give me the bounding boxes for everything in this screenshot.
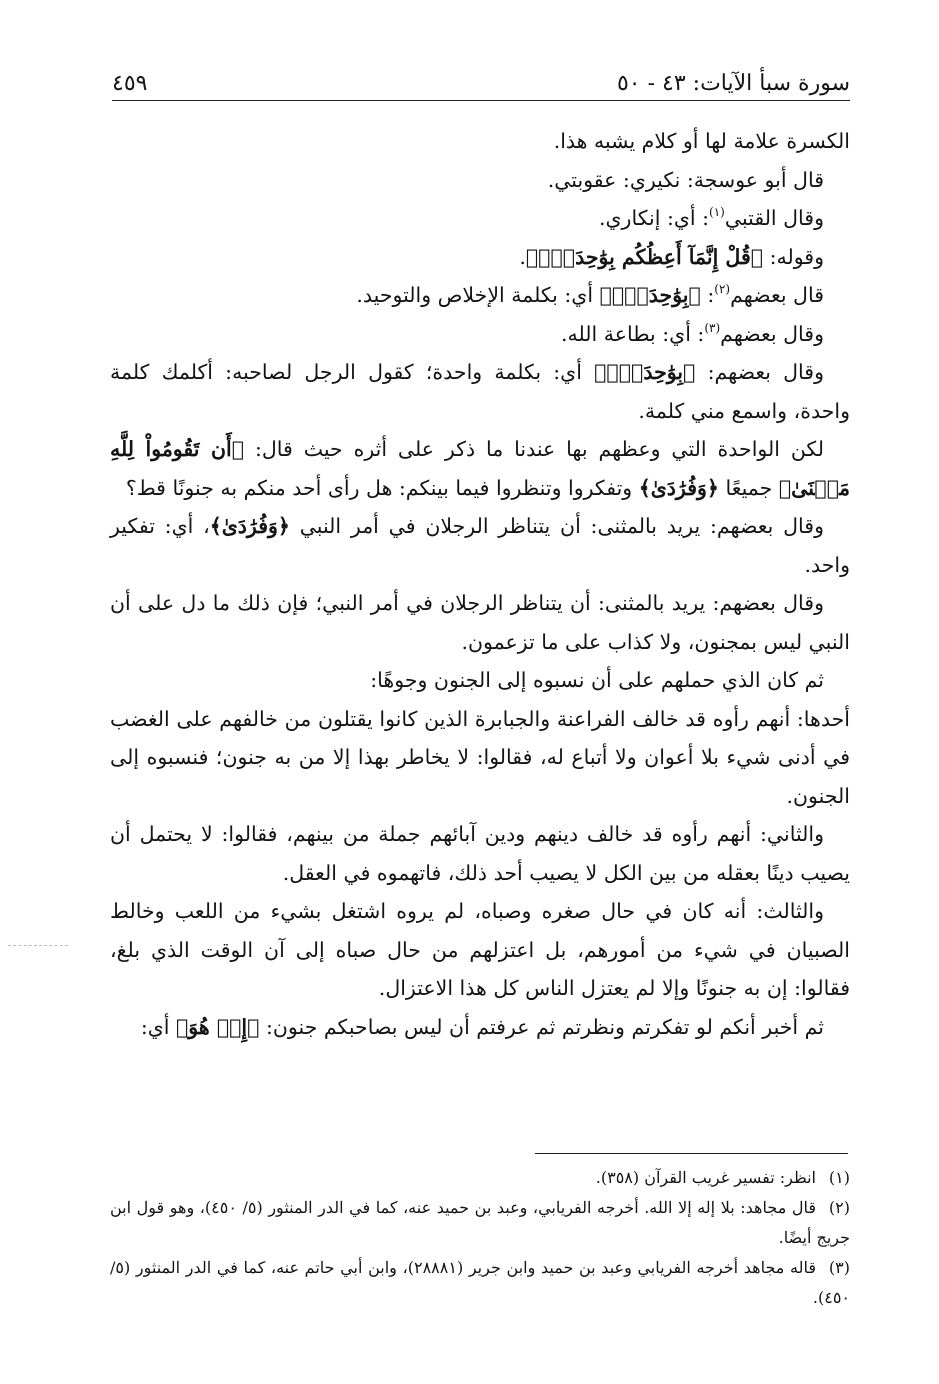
main-text [110,122,850,1046]
text-run: ، أي: تفكير واحد. [110,514,850,577]
text-run: والثالث: أنه كان في حال صغره وصباه، لم يروه اشتغل بشيء من اللعب وخالط الصبيان في شيء من أمورهم، بل اعتزلهم من حال صباه إلى آن الوقت الذي بلغ، فقالوا: إن به جنونًا وإلا لم يعتزل الناس كل هذا الاعتزال. [110,899,850,1000]
page-header [112,56,850,96]
footnote [110,1193,850,1253]
quran-quote: ﴿إِنۡ هُوَ﴾ [175,1014,260,1039]
text-run: أي: بكلمة الإخلاص والتوحيد. [356,283,600,307]
paragraph [110,584,850,661]
text-run: قال بعضهم [730,283,824,307]
footnotes [110,1163,850,1313]
paragraph [110,661,850,700]
footnote-text: انظر: تفسير غريب القرآن (٣٥٨). [595,1168,816,1187]
footnote [110,1253,850,1313]
text-run: وقال بعضهم: يريد بالمثنى: أن يتناظر الرجلان في أمر النبي؛ فإن ذلك ما دل على أن النبي ليس بمجنون، ولا كذاب على ما تزعمون. [110,591,850,654]
text-run: وقال بعضهم: يريد بالمثنى: أن يتناظر الرجلان في أمر النبي [289,514,824,538]
quran-quote: ﴿وَفُرَٰدَىٰ﴾ [209,514,290,538]
footnote-number: (٣) [828,1258,850,1277]
text-run: : أي: إنكاري. [599,206,710,230]
footnote-text: قاله مجاهد أخرجه الفريابي وعبد بن حميد وابن جرير (٢٨٨٨١)، وابن أبي حاتم عنه، كما في الدر المنثور (٥/ ٤٥٠). [110,1258,850,1307]
text-run: والثاني: أنهم رأوه قد خالف دينهم ودين آبائهم جملة من بينهم، فقالوا: لا يحتمل أن يصيب دينًا بعقله من بين الكل لا يصيب أحد ذلك، فاتهموه في العقل. [110,822,850,885]
text-run: وتفكروا وتنظروا فيما بينكم: هل رأى أحد منكم به جنونًا قط؟ [125,475,639,500]
paragraph [110,892,850,1008]
footnote-ref: (١) [709,205,725,219]
text-run: . [519,244,526,269]
text-run: جميعًا [718,475,779,500]
text-run: لكن الواحدة التي وعظهم بها عندنا ما ذكر على أثره حيث قال: [244,437,824,461]
text-run: وقال بعضهم [720,321,824,346]
footnote-divider [535,1153,848,1154]
paragraph [110,815,850,892]
margin-scan-mark [8,945,68,946]
text-run: قال أبو عوسجة: نكيري: عقوبتي. [547,167,824,192]
footnote [110,1163,850,1193]
footnote-number: (٢) [828,1198,850,1217]
text-run: وقال بعضهم: [695,360,824,384]
text-run: الكسرة علامة لها أو كلام يشبه هذا. [553,129,850,153]
text-run: أي: بكلمة واحدة؛ كقول الرجل لصاحبه: أكلمك كلمة واحدة، واسمع مني كلمة. [110,360,850,423]
quran-quote: ﴿قُلْ إِنَّمَآ أَعِظُكُم بِوَٰحِدَةٍۖ﴾ [525,244,764,269]
text-run: : [700,283,715,307]
quran-quote: ﴿أَن تَقُومُواْ لِلَّهِ مَثۡنَىٰ﴾ [110,437,850,500]
text-run: وقوله: [763,244,824,269]
paragraph [110,507,850,584]
paragraph [110,122,850,161]
quran-quote: ﴿بِوَٰحِدَةٍۖ﴾ [599,283,701,307]
running-title: سورة سبأ الآيات: ٤٣ - ٥٠ [616,71,850,96]
quran-quote: ﴿وَفُرَٰدَىٰ﴾ [638,475,719,500]
paragraph [110,315,850,354]
footnote-text: قال مجاهد: بلا إله إلا الله. أخرجه الفريابي، وعبد بن حميد عنه، كما في الدر المنثور (٥/ ٤٥٠)، وهو قول ابن جريج أيضًا. [110,1198,850,1247]
text-run: : أي: بطاعة الله. [561,321,705,346]
page-number: ٤٥٩ [112,71,148,96]
text-run: أحدها: أنهم رأوه قد خالف الفراعنة والجبابرة الذين كانوا يقتلون من خالفهم على الغضب في أدنى شيء بلا أعوان ولا أتباع له، فقالوا: لا يخاطر بهذا إلا من به جنون؛ فنسبوه إلى الجنون. [110,706,850,808]
text-run: ثم أخبر أنكم لو تفكرتم ونظرتم ثم عرفتم أن ليس بصاحبكم جنون: [259,1014,824,1039]
footnote-number: (١) [828,1168,850,1187]
paragraph [110,161,850,200]
paragraph [110,430,850,507]
quran-quote: ﴿بِوَٰحِدَةٍۖ﴾ [594,360,696,384]
text-run: أي: [140,1014,176,1039]
text-run: وقال القتبي [724,206,824,230]
paragraph [110,353,850,430]
paragraph [110,199,850,238]
paragraph [110,1008,850,1047]
text-run: ثم كان الذي حملهم على أن نسبوه إلى الجنون وجوهًا: [370,668,824,692]
paragraph [110,238,850,277]
footnote-ref: (٢) [714,282,731,296]
paragraph [110,700,850,816]
paragraph [110,276,850,315]
footnote-ref: (٣) [704,320,721,335]
header-divider [112,100,850,101]
